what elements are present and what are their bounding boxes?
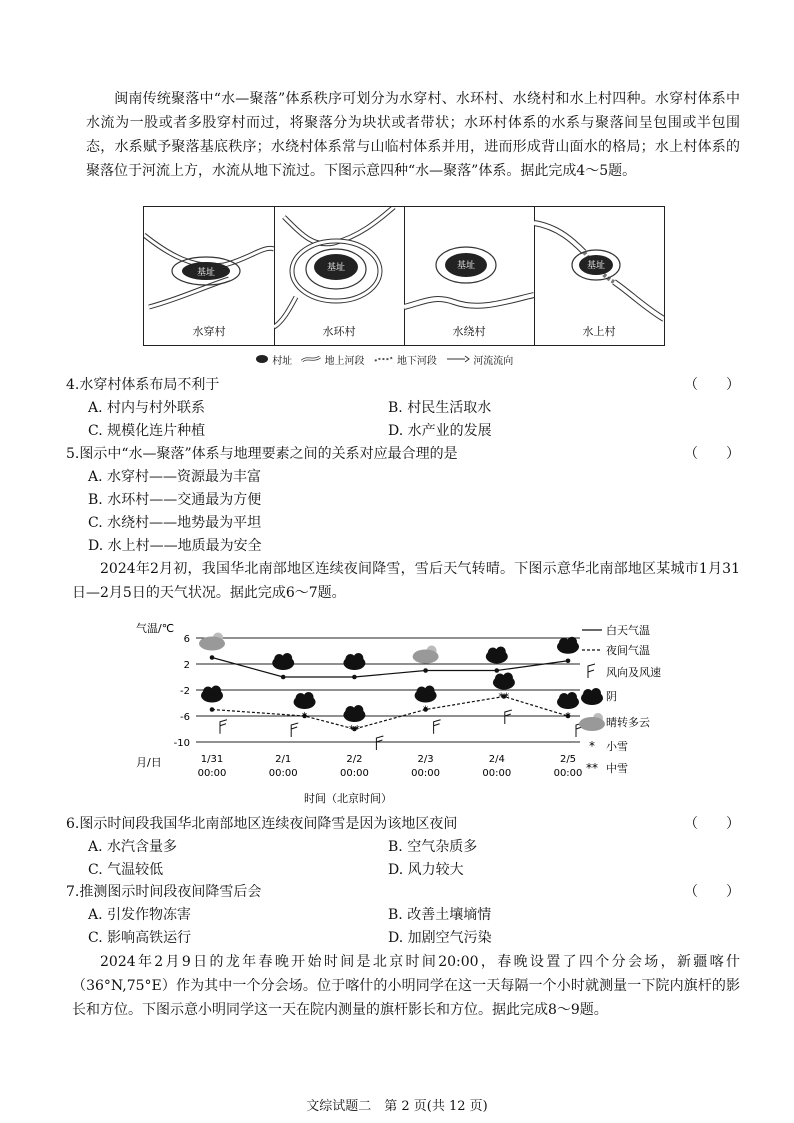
y-tick-label: -2 <box>180 686 190 697</box>
question-5-stem: 5.图示中“水—聚落”体系与地理要素之间的关系对应最合理的是 <box>66 446 458 462</box>
q5-option-d: D. 水上村——地质最为安全 <box>88 538 262 554</box>
legend-overcast-icon-puff <box>591 688 601 698</box>
x-axis-unit-label: 月/日 <box>136 756 162 769</box>
x-axis-label: 时间（北京时间） <box>304 792 392 805</box>
sunny-cloudy-icon <box>413 650 439 664</box>
q7-option-c: C. 影响高铁运行 <box>88 930 192 946</box>
q7-option-b: B. 改善土壤墒情 <box>388 907 492 923</box>
overcast-icon-puff <box>353 705 363 715</box>
overcast-icon-puff <box>503 673 513 683</box>
x-tick-label: 2/4 <box>488 754 505 765</box>
question-7-stem: 7.推测图示时间段夜间降雪后会 <box>66 884 262 900</box>
y-tick-label: 2 <box>183 660 190 671</box>
light-snow-icon: * <box>422 703 429 717</box>
day-temperature-point <box>352 675 357 680</box>
wind-barb-icon <box>434 720 441 734</box>
moderate-snow-icon: ** <box>498 690 510 704</box>
question-7 <box>66 881 742 903</box>
question-4 <box>66 374 742 396</box>
intro-text-3: 2024年2月9日的龙年春晚开始时间是北京时间20:00，春晚设置了四个分会场，新疆喀什（36°N,75°E）作为其中一个分会场。位于喀什的小明同学在这一天每隔一个小时就测量一下院内旗杆的影长和方位。下图示意小明同学这一天在院内测量的旗杆影长和方位。据此完成8～9题。 <box>72 954 740 1018</box>
q6-option-d: D. 风力较大 <box>388 862 464 878</box>
panel-water-through <box>144 207 275 345</box>
panel-label-water-around: 水绕村 <box>452 325 486 338</box>
wind-barb-icon <box>376 736 383 750</box>
y-tick-label: 6 <box>183 634 190 645</box>
legend-light-snow: 小雪 <box>606 740 628 753</box>
q4-option-a: A. 村内与村外联系 <box>88 400 206 416</box>
question-6 <box>66 813 742 835</box>
legend-light-snow-icon: * <box>589 739 595 753</box>
x-tick-time-label: 00:00 <box>268 768 298 779</box>
overcast-icon-puff <box>211 686 221 696</box>
page-footer: 文综试题二 第 2 页(共 12 页) <box>306 1099 488 1114</box>
legend-wind: 风向及风速 <box>606 666 661 679</box>
q6-option-b: B. 空气杂质多 <box>388 839 478 855</box>
y-tick-label: -6 <box>180 712 190 723</box>
legend-village-site: 村址 <box>272 356 293 367</box>
answer-blank: （ ） <box>684 377 740 393</box>
intro-paragraph-3 <box>72 950 740 1022</box>
x-tick-label: 1/31 <box>200 754 224 765</box>
answer-blank: （ ） <box>684 884 740 900</box>
village-site-icon <box>255 354 269 364</box>
x-tick-time-label: 00:00 <box>339 768 369 779</box>
intro-text-2: 2024年2月初，我国华北南部地区连续夜间降雪，雪后天气转晴。下图示意华北南部地区某城市1月31日—2月5日的天气状况。据此完成6～7题。 <box>72 561 740 601</box>
moderate-snow-icon: ** <box>348 723 360 736</box>
flow-direction-icon <box>446 354 470 364</box>
wind-barb-icon <box>291 723 298 737</box>
overcast-icon-puff <box>353 653 363 663</box>
overcast-icon-puff <box>425 686 435 696</box>
day-temperature-point <box>495 668 500 673</box>
night-temperature-line <box>212 697 568 730</box>
question-5 <box>66 443 742 465</box>
overcast-icon-puff <box>304 692 314 702</box>
q5-option-c: C. 水绕村——地势最为平坦 <box>88 515 262 531</box>
x-tick-label: 2/2 <box>346 754 363 765</box>
legend-moderate-snow: 中雪 <box>606 762 628 775</box>
legend-day-temp: 白天气温 <box>606 624 650 637</box>
day-temperature-point <box>281 675 286 680</box>
legend-surface-river: 地上河段 <box>324 356 365 367</box>
night-temperature-point <box>210 707 215 712</box>
x-tick-time-label: 00:00 <box>197 768 227 779</box>
day-temperature-point <box>423 668 428 673</box>
x-tick-label: 2/1 <box>275 754 292 765</box>
overcast-icon-puff <box>282 653 292 663</box>
x-tick-time-label: 00:00 <box>482 768 512 779</box>
x-tick-time-label: 00:00 <box>411 768 441 779</box>
overcast-icon-puff <box>567 692 577 702</box>
light-snow-icon: * <box>301 710 308 723</box>
panel-water-above <box>534 207 664 345</box>
site-label: 基址 <box>456 261 476 271</box>
q4-option-d: D. 水产业的发展 <box>388 423 492 439</box>
wind-barb-icon <box>505 710 512 724</box>
site-label: 基址 <box>326 263 346 273</box>
q4-option-b: B. 村民生活取水 <box>388 400 492 416</box>
y-axis-label: 气温/℃ <box>136 622 175 635</box>
panel-label-water-ring: 水环村 <box>322 325 356 338</box>
x-tick-label: 2/5 <box>559 754 577 765</box>
light-snow-icon: * <box>565 710 571 723</box>
q6-option-c: C. 气温较低 <box>88 862 164 878</box>
legend-flow-direction: 河流流向 <box>473 356 514 367</box>
intro-paragraph-2 <box>72 557 740 605</box>
x-tick-label: 2/3 <box>417 754 434 765</box>
sunny-cloudy-icon <box>199 637 225 651</box>
day-temperature-line <box>212 658 568 678</box>
figure1-legend <box>255 354 519 370</box>
site-label: 基址 <box>586 261 606 271</box>
intro-paragraph-1 <box>86 87 740 183</box>
y-tick-label: -10 <box>173 738 190 749</box>
panel-water-around <box>404 207 535 345</box>
q7-option-d: D. 加剧空气污染 <box>388 930 492 946</box>
legend-moderate-snow-icon: ** <box>586 761 598 775</box>
q5-option-b: B. 水环村——交通最为方便 <box>88 492 262 508</box>
day-temperature-point <box>566 658 571 663</box>
overcast-icon-puff <box>496 647 506 657</box>
legend-night-temp: 夜间气温 <box>606 644 650 657</box>
q7-option-a: A. 引发作物冻害 <box>88 907 192 923</box>
q4-option-c: C. 规模化连片种植 <box>88 423 206 439</box>
overcast-icon-puff <box>567 637 577 647</box>
question-4-stem: 4.水穿村体系布局不利于 <box>66 377 220 393</box>
legend-sunny-cloudy-icon <box>579 717 605 731</box>
site-label: 基址 <box>196 268 216 278</box>
legend-wind-icon <box>588 664 595 678</box>
answer-blank: （ ） <box>684 816 740 832</box>
wind-barb-icon <box>220 720 227 734</box>
underground-river-icon <box>374 354 394 364</box>
legend-underground-river: 地下河段 <box>396 356 437 367</box>
weather-chart <box>136 618 736 810</box>
panel-label-water-through: 水穿村 <box>192 325 226 338</box>
legend-overcast: 阴 <box>606 690 617 703</box>
q6-option-a: A. 水汽含量多 <box>88 839 178 855</box>
panel-water-ring <box>274 207 405 345</box>
legend-sunny-cloudy: 晴转多云 <box>606 716 650 729</box>
q5-option-a: A. 水穿村——资源最为丰富 <box>88 469 262 485</box>
panel-label-water-above: 水上村 <box>582 325 616 338</box>
question-6-stem: 6.图示时间段我国华北南部地区连续夜间降雪是因为该地区夜间 <box>66 816 458 832</box>
day-temperature-point <box>210 655 215 660</box>
answer-blank: （ ） <box>684 446 740 462</box>
x-tick-time-label: 00:00 <box>553 768 583 779</box>
water-settlement-figure <box>143 206 665 346</box>
surface-river-icon <box>301 354 321 364</box>
intro-text-1: 闽南传统聚落中“水—聚落”体系秩序可划分为水穿村、水环村、水绕村和水上村四种。水穿村体系中水流为一股或者多股穿村而过，将聚落分为块状或者带状；水环村体系的水系与聚落间呈包围或半包围态，水系赋予聚落基底秩序；水绕村体系常与山临村体系并用，进而形成背山面水的格局；水上村体系的聚落位于河流上方，水流从地下流过。下图示意四种“水—聚落”体系。据此完成4～5题。 <box>86 91 740 179</box>
